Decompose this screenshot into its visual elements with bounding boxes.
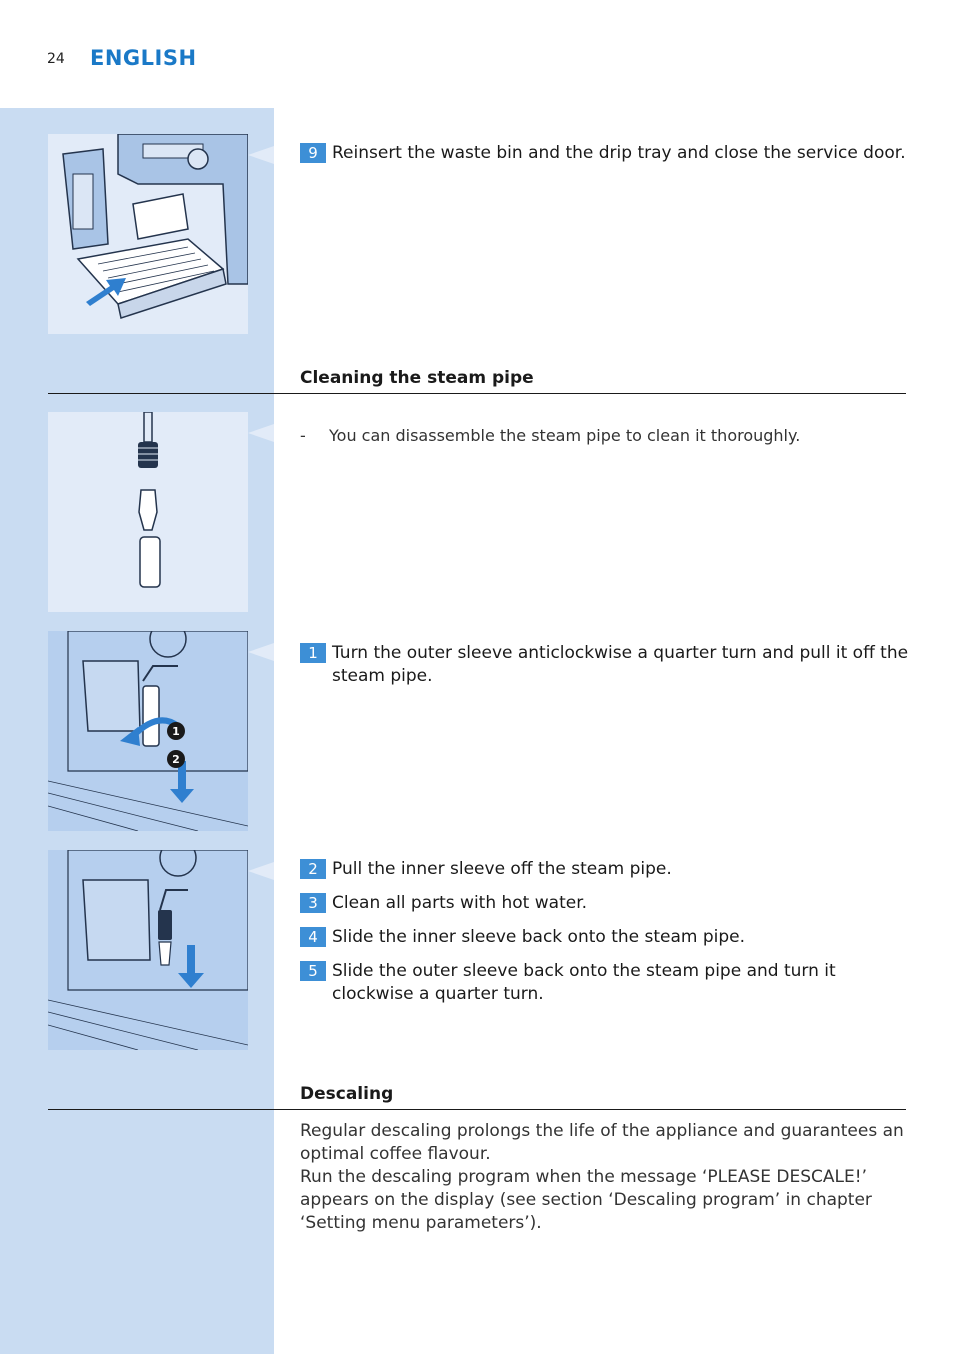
paragraph: Regular descaling prolongs the life of the appliance and guarantees an optimal coffee flavour. (300, 1121, 904, 1164)
step-number: 9 (300, 143, 326, 163)
step-text: Slide the outer sleeve back onto the steam pipe and turn it clockwise a quarter turn. (332, 961, 836, 1004)
step-text: Pull the inner sleeve off the steam pipe. (332, 859, 672, 879)
illustration-drip-tray (48, 134, 248, 334)
section-divider (48, 393, 906, 394)
page-number: 24 (47, 51, 65, 67)
figure-pointer (248, 424, 274, 442)
callout-1: 1 (172, 725, 180, 738)
dash-marker: - (300, 426, 306, 445)
illustration-remove-outer-sleeve (48, 631, 248, 831)
paragraph: Run the descaling program when the message ‘PLEASE DESCALE!’ appears on the display (see section ‘Descaling program’ in chapter ‘Setting menu parameters’). (300, 1167, 872, 1233)
illustration-steam-pipe-parts (48, 412, 248, 612)
callout-2: 2 (172, 753, 180, 766)
language-heading: ENGLISH (90, 46, 197, 70)
step-9 (300, 142, 910, 165)
section-divider (48, 1109, 906, 1110)
section-heading-descaling: Descaling (300, 1084, 394, 1104)
step-number: 5 (300, 961, 326, 981)
step-3 (300, 892, 910, 915)
step-number: 1 (300, 643, 326, 663)
step-4 (300, 926, 910, 949)
figure-pointer (248, 643, 274, 661)
step-number: 4 (300, 927, 326, 947)
step-text: Reinsert the waste bin and the drip tray and close the service door. (332, 143, 906, 163)
step-5 (300, 960, 910, 1006)
illustration-inner-sleeve (48, 850, 248, 1050)
figure-pointer (248, 146, 274, 164)
section-heading-steam-pipe: Cleaning the steam pipe (300, 368, 534, 388)
step-text: Turn the outer sleeve anticlockwise a quarter turn and pull it off the steam pipe. (332, 643, 909, 686)
step-number: 3 (300, 893, 326, 913)
step-1 (300, 642, 910, 688)
step-2 (300, 858, 910, 881)
step-number: 2 (300, 859, 326, 879)
step-text: Slide the inner sleeve back onto the steam pipe. (332, 927, 746, 947)
note-text: You can disassemble the steam pipe to clean it thoroughly. (329, 426, 801, 445)
step-text: Clean all parts with hot water. (332, 893, 588, 913)
descaling-body (300, 1120, 906, 1235)
bullet-note (300, 426, 900, 445)
figure-pointer (248, 862, 274, 880)
